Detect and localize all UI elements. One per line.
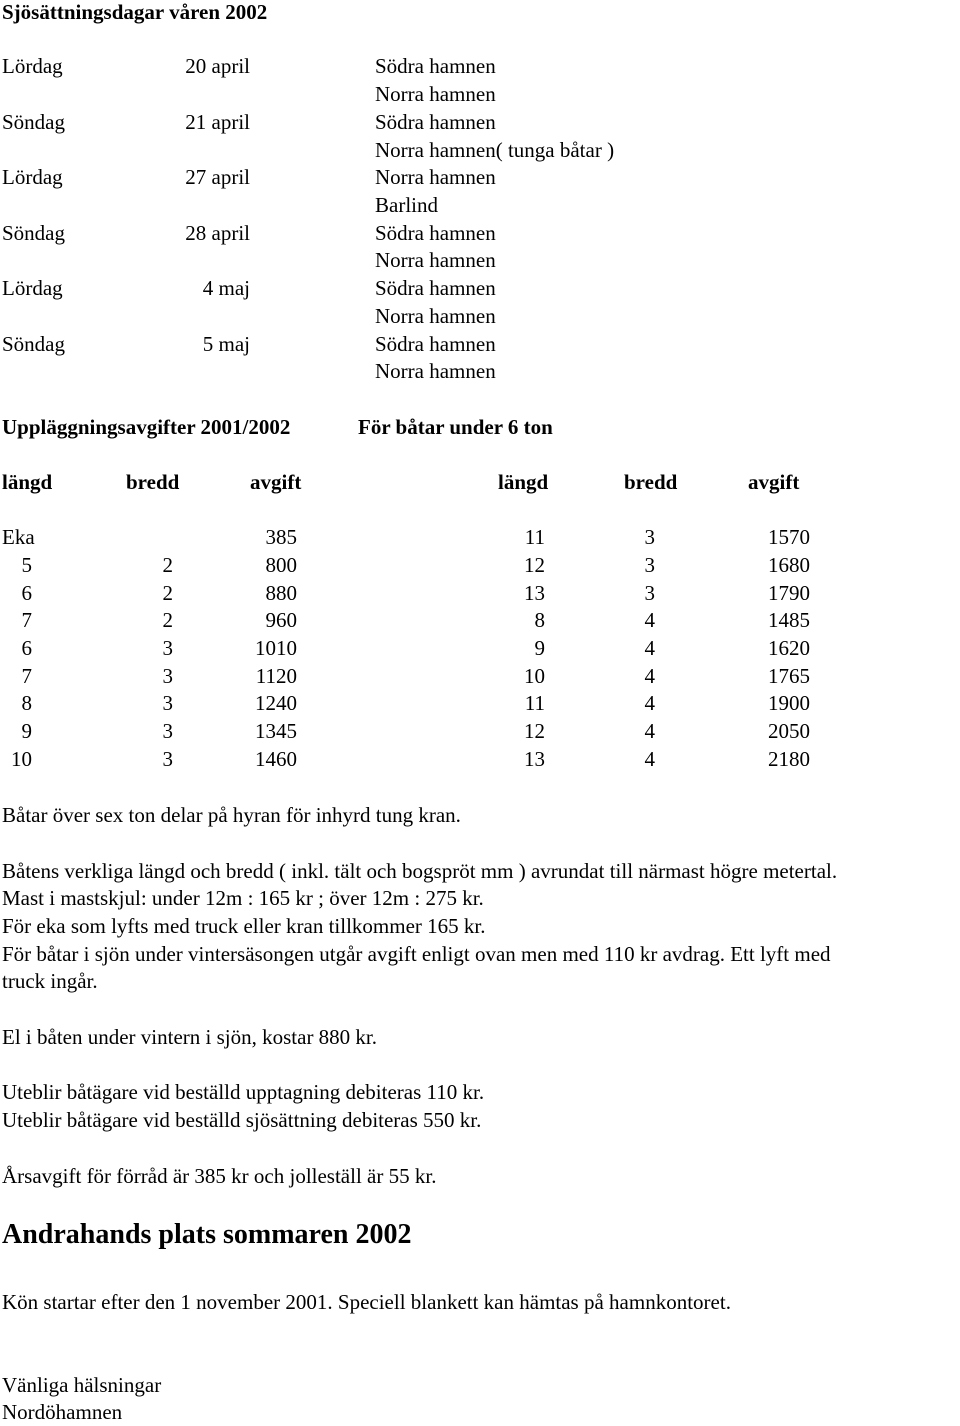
table-cell: 3 <box>162 664 173 688</box>
table-cell: 12 <box>524 719 545 743</box>
schedule-date: 28 april <box>185 221 250 245</box>
table-cell: 3 <box>162 747 173 771</box>
table-cell: 11 <box>524 691 545 715</box>
schedule-place: Barlind <box>375 193 438 217</box>
note-heavy-boats: Båtar över sex ton delar på hyran för inhyrd tung kran. <box>2 803 461 827</box>
table-cell: 880 <box>265 581 297 605</box>
table-cell: 4 <box>644 691 655 715</box>
table-cell: 1680 <box>768 553 810 577</box>
table-cell: 1765 <box>768 664 810 688</box>
column-header: längd <box>2 470 53 494</box>
table-cell: 8 <box>534 608 545 632</box>
table-cell: 13 <box>524 581 545 605</box>
note-winter-cont: truck ingår. <box>2 969 98 993</box>
table-cell: 8 <box>21 691 32 715</box>
page-title: Sjösättningsdagar våren 2002 <box>2 0 268 24</box>
table-cell: 9 <box>21 719 32 743</box>
table-cell: 2 <box>162 608 173 632</box>
table-cell: 11 <box>524 525 545 549</box>
schedule-date: 4 maj <box>202 276 250 300</box>
schedule-date: 5 maj <box>202 332 250 356</box>
note-annual-fee: Årsavgift för förråd är 385 kr och jolleställ är 55 kr. <box>2 1164 437 1188</box>
note-no-show-launch: Uteblir båtägare vid beställd sjösättning debiteras 550 kr. <box>2 1108 482 1132</box>
table-cell: 2 <box>162 581 173 605</box>
table-cell: 4 <box>644 747 655 771</box>
table-cell: 3 <box>644 553 655 577</box>
note-no-show-up: Uteblir båtägare vid beställd upptagning debiteras 110 kr. <box>2 1080 485 1104</box>
column-header: bredd <box>126 470 180 494</box>
schedule-place: Norra hamnen <box>375 304 496 328</box>
column-header: bredd <box>624 470 678 494</box>
schedule-date: 21 april <box>185 110 250 134</box>
schedule-place: Södra hamnen <box>375 221 496 245</box>
note-mast: Mast i mastskjul: under 12m : 165 kr ; över 12m : 275 kr. <box>2 886 484 910</box>
table-cell: Eka <box>2 525 35 549</box>
schedule-place: Södra hamnen <box>375 332 496 356</box>
table-cell: 12 <box>524 553 545 577</box>
table-cell: 1120 <box>255 664 297 688</box>
secondhand-text: Kön startar efter den 1 november 2001. Speciell blankett kan hämtas på hamnkontoret. <box>2 1290 731 1314</box>
column-header: avgift <box>748 470 800 494</box>
table-cell: 1345 <box>255 719 297 743</box>
schedule-date: 20 april <box>185 54 250 78</box>
table-cell: 4 <box>644 608 655 632</box>
schedule-place: Södra hamnen <box>375 276 496 300</box>
table-cell: 1460 <box>255 747 297 771</box>
closing-greeting: Vänliga hälsningar <box>2 1373 162 1397</box>
note-measurement: Båtens verkliga längd och bredd ( inkl. tält och bogspröt mm ) avrundat till närmast högre metertal. <box>2 859 838 883</box>
table-cell: 13 <box>524 747 545 771</box>
note-eka-lift: För eka som lyfts med truck eller kran tillkommer 165 kr. <box>2 914 486 938</box>
table-cell: 3 <box>162 691 173 715</box>
table-cell: 2180 <box>768 747 810 771</box>
table-cell: 9 <box>534 636 545 660</box>
schedule-place: Norra hamnen( tunga båtar ) <box>375 138 615 162</box>
table-cell: 6 <box>21 636 32 660</box>
schedule-day: Söndag <box>2 332 65 356</box>
table-cell: 7 <box>21 664 32 688</box>
table-cell: 1790 <box>768 581 810 605</box>
schedule-day: Söndag <box>2 221 65 245</box>
table-cell: 2 <box>162 553 173 577</box>
schedule-place: Norra hamnen <box>375 165 496 189</box>
table-cell: 3 <box>644 581 655 605</box>
column-header: längd <box>498 470 549 494</box>
schedule-day: Söndag <box>2 110 65 134</box>
schedule-place: Södra hamnen <box>375 54 496 78</box>
table-cell: 3 <box>162 719 173 743</box>
table-cell: 3 <box>162 636 173 660</box>
table-cell: 4 <box>644 664 655 688</box>
table-cell: 1900 <box>768 691 810 715</box>
table-cell: 10 <box>524 664 545 688</box>
closing-signature: Nordöhamnen <box>2 1400 123 1424</box>
schedule-date: 27 april <box>185 165 250 189</box>
schedule-day: Lördag <box>2 54 63 78</box>
schedule-place: Norra hamnen <box>375 248 496 272</box>
secondhand-heading: Andrahands plats sommaren 2002 <box>2 1219 412 1250</box>
fees-heading: Uppläggningsavgifter 2001/2002 <box>2 415 291 439</box>
table-cell: 800 <box>265 553 297 577</box>
note-electricity: El i båten under vintern i sjön, kostar 880 kr. <box>2 1025 378 1049</box>
fees-subheading: För båtar under 6 ton <box>358 415 553 439</box>
table-cell: 960 <box>265 608 297 632</box>
schedule-day: Lördag <box>2 276 63 300</box>
table-cell: 4 <box>644 636 655 660</box>
schedule-place: Norra hamnen <box>375 359 496 383</box>
schedule-day: Lördag <box>2 165 63 189</box>
table-cell: 1010 <box>255 636 297 660</box>
table-cell: 1240 <box>255 691 297 715</box>
column-header: avgift <box>250 470 302 494</box>
note-winter: För båtar i sjön under vintersäsongen utgår avgift enligt ovan men med 110 kr avdrag. Ett lyft med <box>2 942 831 966</box>
table-cell: 5 <box>21 553 32 577</box>
table-cell: 3 <box>644 525 655 549</box>
table-cell: 7 <box>21 608 32 632</box>
table-cell: 4 <box>644 719 655 743</box>
table-cell: 2050 <box>768 719 810 743</box>
schedule-place: Södra hamnen <box>375 110 496 134</box>
schedule-place: Norra hamnen <box>375 82 496 106</box>
table-cell: 6 <box>21 581 32 605</box>
table-cell: 1570 <box>768 525 810 549</box>
table-cell: 385 <box>265 525 297 549</box>
table-cell: 1485 <box>768 608 810 632</box>
table-cell: 10 <box>11 747 32 771</box>
table-cell: 1620 <box>768 636 810 660</box>
